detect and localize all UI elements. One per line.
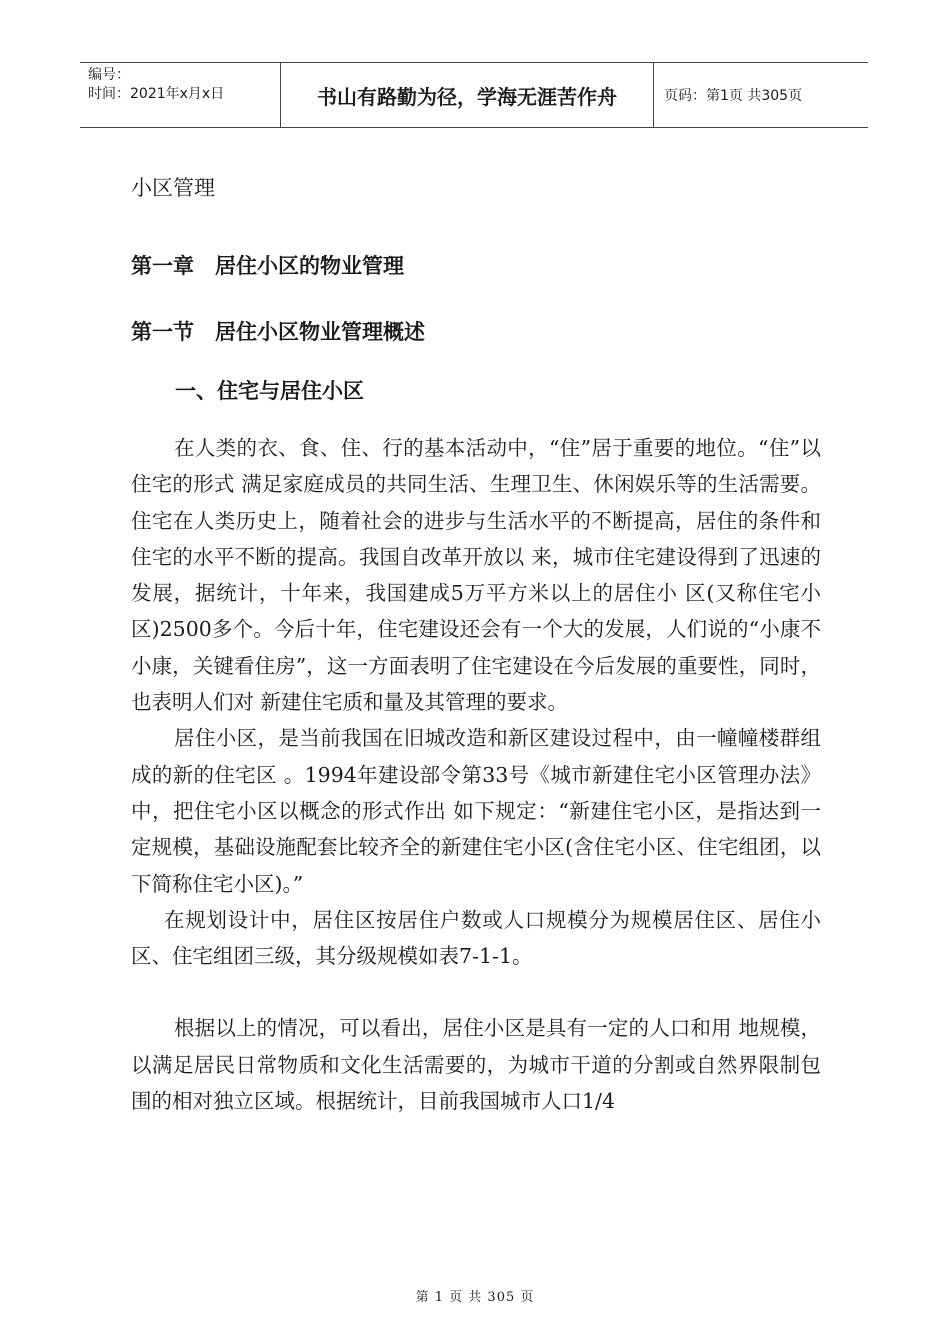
- paragraph: 在人类的衣、食、住、行的基本活动中，“住”居于重要的地位。“住”以住宅的形式 满足家庭成员的共同生活、生理卫生、休闲娱乐等的生活需要。住宅在人类历史上，随着社会的进步与生活水平的不断提高，居住的条件和住宅的水平不断的提高。我国自改革开放以 来，城市住宅建设得到了迅速的发展，据统计，十年来，我国建成5万平方米以上的居住小 区(又称住宅小区)2500多个。今后十年，住宅建设还会有一个大的发展，人们说的“小康不小康，关键看住房”，这一方面表明了住宅建设在今后发展的重要性，同时，也表明人们对 新建住宅质和量及其管理的要求。: [131, 436, 821, 715]
- header-page-info: 页码：第1页 共305页: [664, 88, 803, 104]
- header-motto: 书山有路勤为径，学海无涯苦作舟: [280, 63, 654, 127]
- serial-label: 编号：: [88, 67, 130, 83]
- subsection-heading: 一、住宅与居住小区: [175, 379, 364, 403]
- paragraph: 根据以上的情况，可以看出，居住小区是具有一定的人口和用 地规模，以满足居民日常物质和文化生活需要的，为城市干道的分割或自然界限制包围的相对独立区域。根据统计，目前我国城市人口1/4: [131, 1016, 821, 1114]
- paragraph: 居住小区，是当前我国在旧城改造和新区建设过程中，由一幢幢楼群组成的新的住宅区 。1994年建设部令第33号《城市新建住宅小区管理办法》中，把住宅小区以概念的形式作出 如下规定：“新建住宅小区，是指达到一定规模，基础设施配套比较齐全的新建住宅小区(含住宅小区、住宅组团，以下简称住宅小区)。”: [131, 726, 821, 896]
- header-meta: [80, 63, 280, 127]
- page-footer: 第 1 页 共 305 页: [415, 1290, 535, 1305]
- chapter-heading: 第一章 居住小区的物业管理: [131, 254, 404, 278]
- section-heading: 第一节 居住小区物业管理概述: [131, 320, 425, 344]
- page-header: [80, 62, 868, 128]
- time-label: 时间：2021年x月x日: [88, 86, 225, 102]
- body-text: [131, 430, 821, 1119]
- document-title: 小区管理: [131, 176, 215, 200]
- paragraph: 在规划设计中，居住区按居住户数或人口规模分为规模居住区、居住小区、住宅组团三级，其分级规模如表7-1-1。: [131, 907, 821, 969]
